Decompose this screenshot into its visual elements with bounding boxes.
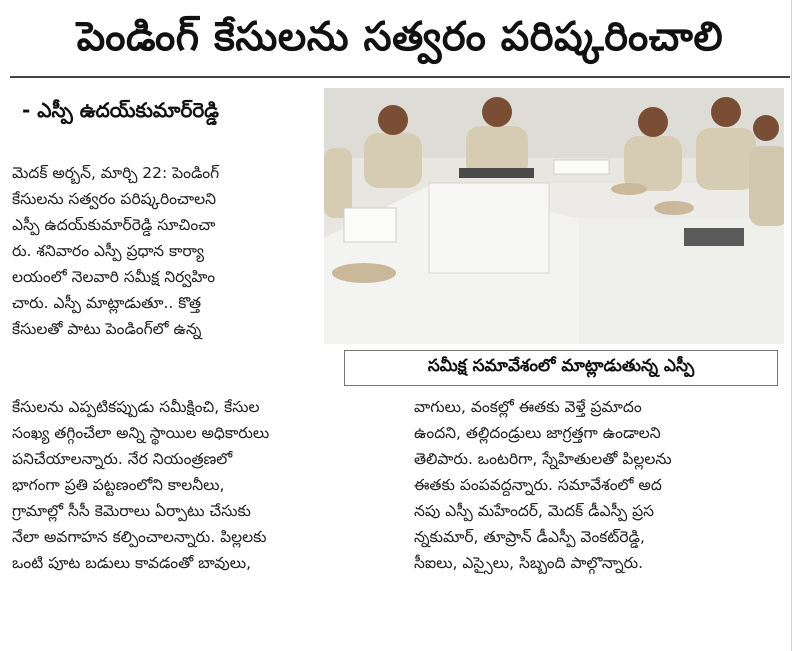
- body-line: కేసులను సత్వరం పరిష్కరించాలని: [12, 190, 216, 208]
- body-line: తెలిపారు. ఒంటరిగా, స్నేహితులతో పిల్లలను: [414, 450, 672, 468]
- headline-rule: [10, 76, 790, 78]
- body-line: ఒంటి పూట బడులు కావడంతో బావులు,: [12, 554, 252, 572]
- cap-icon: [611, 183, 647, 195]
- meeting-photo-illustration: [324, 88, 784, 344]
- photo-caption: సమీక్ష సమావేశంలో మాట్లాడుతున్న ఎస్పీ: [427, 356, 695, 376]
- nameplate: [459, 168, 534, 178]
- paper-stack: [344, 208, 396, 242]
- body-line: పనిచేయాలన్నారు. నేర నియంత్రణలో: [12, 450, 233, 468]
- body-line: భాగంగా ప్రతి పట్టణంలోని కాలనీలు,: [12, 476, 225, 494]
- body-line: ఈతకు పంపవద్దన్నారు. సమావేశంలో అద: [414, 476, 662, 494]
- body-line: నపు ఎస్పీ మహేందర్, మెదక్ డీఎస్పీ ప్రస: [414, 502, 654, 520]
- body-line: గ్రామాల్లో సీసీ కెమెరాలు ఏర్పాటు చేసుకు: [12, 502, 251, 520]
- body-line: ఎస్పీ ఉదయ్‌కుమార్‌రెడ్డి సూచించా: [12, 216, 216, 234]
- file-folder: [554, 160, 609, 174]
- body-line: న్నకుమార్, తూప్రాన్ డీఎస్పీ వెంకట్‌రెడ్డి,: [414, 528, 645, 546]
- laptop: [684, 228, 744, 246]
- body-column-right: [414, 394, 789, 576]
- body-line: సంఖ్య తగ్గించేలా అన్ని స్థాయిల అధికారులు: [12, 424, 270, 442]
- body-line: కేసులతో పాటు పెండింగ్‌లో ఉన్న: [12, 320, 202, 338]
- body-line: కేసులను ఎప్పటికప్పుడు సమీక్షించి, కేసుల: [12, 398, 260, 416]
- meeting-photo: [324, 88, 784, 344]
- body-line: లయంలో నెలవారి సమీక్ష నిర్వహిం: [12, 268, 216, 286]
- body-column-left-top: [12, 160, 317, 342]
- photo-caption-box: [344, 350, 778, 386]
- cap-icon: [332, 263, 396, 283]
- body-line: మెదక్ అర్బన్, మార్చి 22: పెండింగ్: [12, 164, 220, 182]
- body-line: సీఐలు, ఎస్సైలు, సిబ్బంది పాల్గొన్నారు.: [414, 554, 644, 572]
- byline: - ఎస్పీ ఉదయ్‌కుమార్‌రెడ్డి: [22, 98, 219, 122]
- body-column-left-bottom: [12, 394, 397, 576]
- headline: పెండింగ్ కేసులను సత్వరం పరిష్కరించాలి: [76, 14, 724, 60]
- body-line: చారు. ఎస్పీ మాట్లాడుతూ.. కొత్త: [12, 294, 202, 312]
- body-line: ఉందని, తల్లిదండ్రులు జాగ్రత్తగా ఉండాలని: [414, 424, 661, 442]
- body-line: నేలా అవగాహన కల్పించాలన్నారు. పిల్లలకు: [12, 528, 267, 546]
- body-line: రు. శనివారం ఎస్పీ ప్రధాన కార్యా: [12, 242, 205, 260]
- cap-icon: [654, 201, 694, 215]
- page-edge: [791, 0, 792, 651]
- body-line: వాగులు, వంకల్లో ఈతకు వెళ్తే ప్రమాదం: [414, 398, 642, 416]
